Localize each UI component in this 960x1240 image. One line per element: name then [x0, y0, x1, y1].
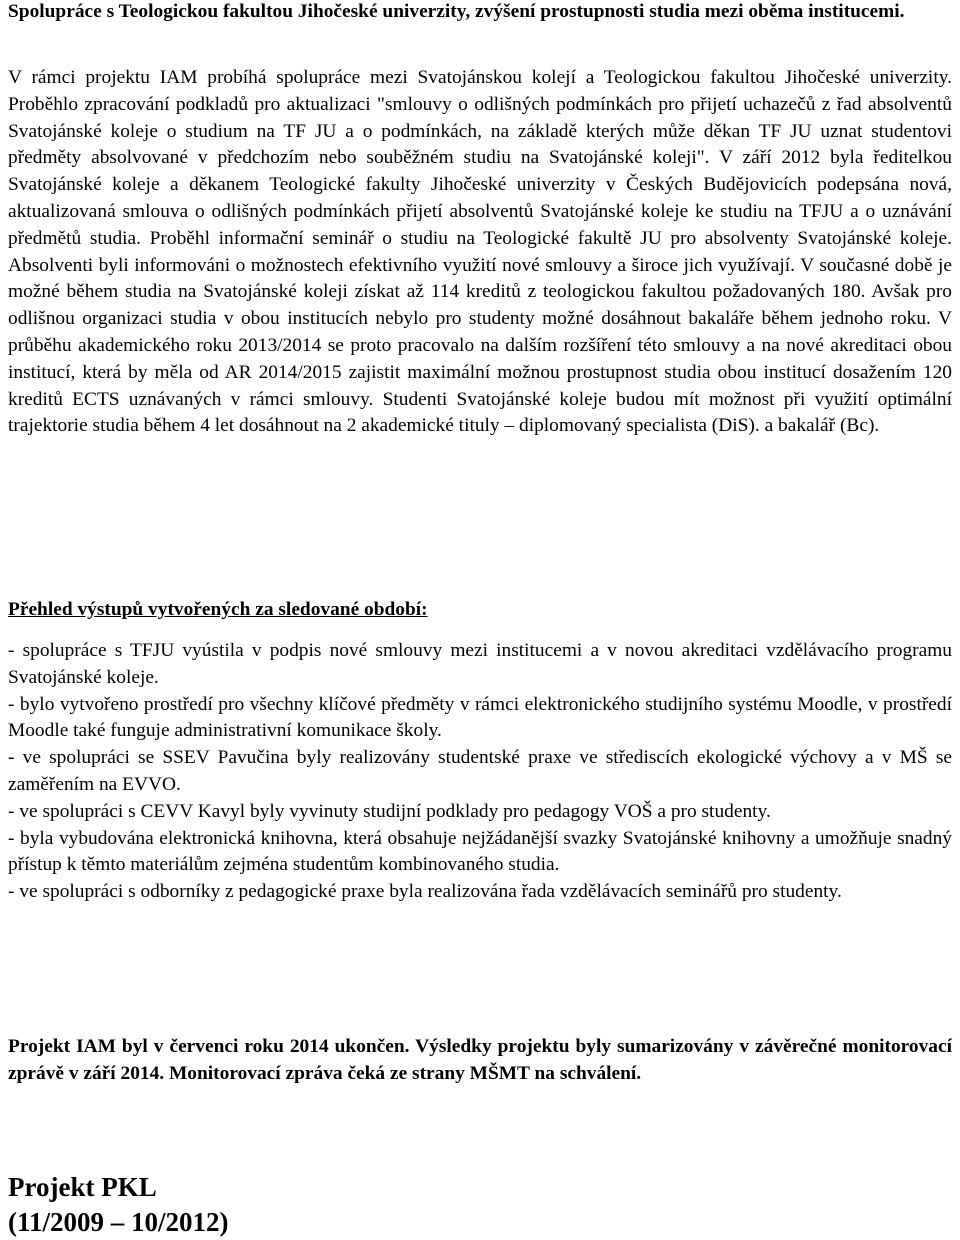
- project-period: (11/2009 – 10/2012): [8, 1207, 229, 1237]
- outputs-heading: Přehled výstupů vytvořených za sledované období:: [8, 599, 428, 620]
- list-item: - ve spolupráci se SSEV Pavučina byly realizovány studentské praxe ve střediscích ekologické výchovy a v MŠ se zaměřením na EVVO.: [8, 747, 952, 795]
- conclusion-paragraph: Projekt IAM byl v červenci roku 2014 ukončen. Výsledky projektu byly sumarizovány v závěrečné monitorovací zprávě v září 2014. Monitorovací zpráva čeká ze strany MŠMT na schválení.: [8, 1036, 952, 1084]
- list-item: - ve spolupráci s CEVV Kavyl byly vyvinuty studijní podklady pro pedagogy VOŠ a pro studenty.: [8, 800, 771, 822]
- project-title: Projekt PKL: [8, 1172, 157, 1202]
- intro-paragraph: V rámci projektu IAM probíhá spolupráce mezi Svatojánskou kolejí a Teologickou fakultou Jihočeské univerzity. Proběhlo zpracování podkladů pro aktualizaci "smlouvy o odlišných podmínkách pro přijetí uchazečů z řad absolventů Svatojánské koleje o studium na TF JU a o podmínkách, na základě kterých může děkan TF JU uznat studentovi předměty absolvované v předchozím nebo souběžném studiu na Svatojánské koleji". V září 2012 byla ředitelkou Svatojánské koleje a děkanem Teologické fakulty Jihočeské univerzity v Českých Budějovicích podepsána nová, aktualizovaná smlouva o odlišných podmínkách přijetí absolventů Svatojánské koleje ke studiu na TFJU a o uznávání předmětů studia. Proběhl informační seminář o studiu na Teologické fakultě JU pro absolventy Svatojánské koleje. Absolventi byli informováni o možnostech efektivního využití nové smlouvy a široce jich využívají. V současné době je možné během studia na Svatojánské koleji získat až 114 kreditů z teologickou fakultou požadovaných 180. Avšak pro odlišnou organizaci studia v obou institucích nebylo pro studenty možné dosáhnout bakaláře během jednoho roku. V průběhu akademického roku 2013/2014 se proto pracovalo na dalším rozšíření této smlouvy a na nové akreditaci obou institucí, která by měla od AR 2014/2015 zajistit maximální možnou prostupnost studia obou institucí dosažením 120 kreditů ECTS uznávaných v rámci smlouvy. Studenti Svatojánské koleje budou mít možnost při využití optimální trajektorie studia během 4 let dosáhnout na 2 akademické tituly – diplomovaný specialista (DiS). a bakalář (Bc).: [8, 67, 952, 437]
- list-item: - bylo vytvořeno prostředí pro všechny klíčové předměty v rámci elektronického studijního systému Moodle, v prostředí Moodle také funguje administrativní komunikace školy.: [8, 693, 952, 742]
- list-item: - spolupráce s TFJU vyústila v podpis nové smlouvy mezi institucemi a v novou akreditaci vzdělávacího programu Svatojánské koleje.: [8, 640, 952, 688]
- section-title: Spolupráce s Teologickou fakultou Jihočeské univerzity, zvýšení prostupnosti studia mezi oběma institucemi.: [8, 1, 905, 22]
- list-item: - byla vybudována elektronická knihovna, která obsahuje nejžádanější svazky Svatojánské knihovny a umožňuje snadný přístup k těmto materiálům zejména studentům kombinovaného studia.: [8, 827, 952, 876]
- list-item: - ve spolupráci s odborníky z pedagogické praxe byla realizována řada vzdělávacích seminářů pro studenty.: [8, 881, 842, 903]
- project-heading: [8, 1170, 229, 1240]
- outputs-list: [8, 638, 952, 906]
